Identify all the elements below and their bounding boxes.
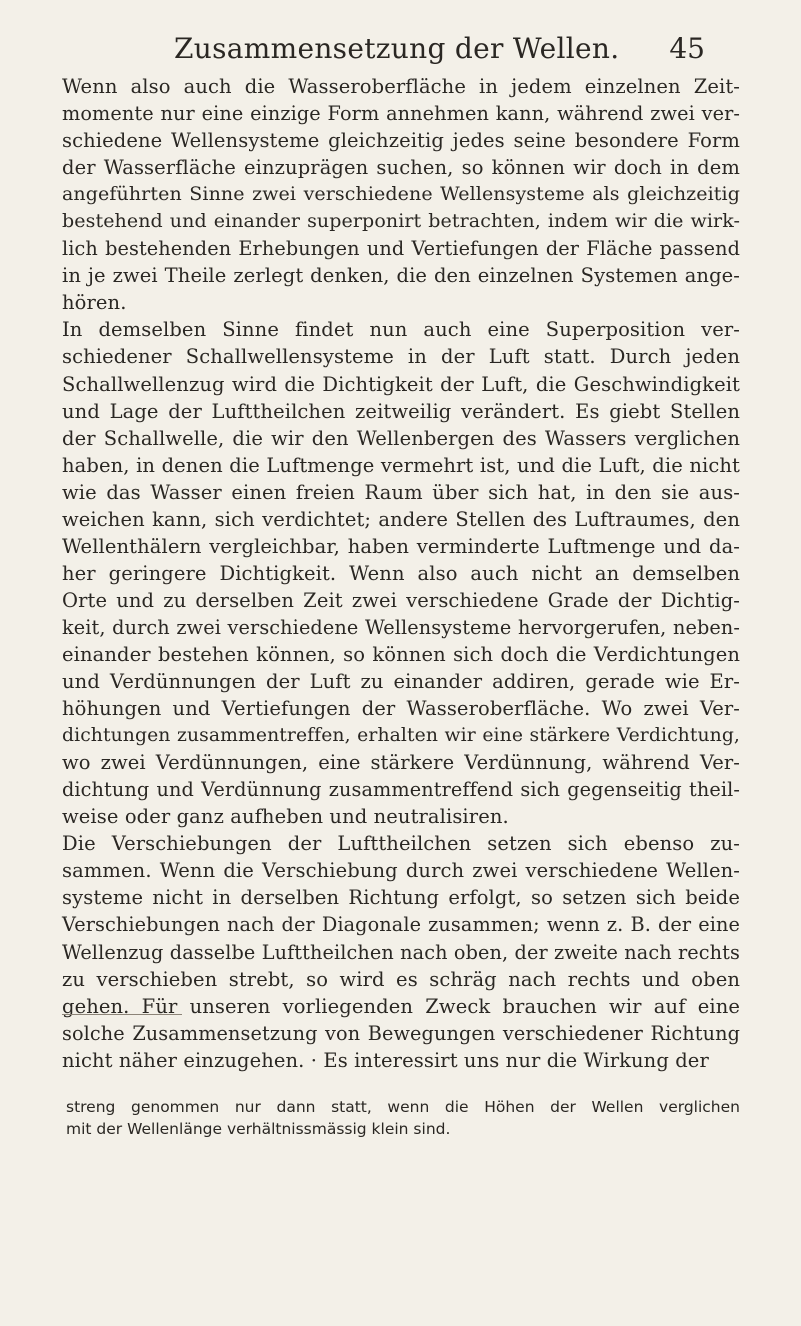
text-line: weichen kann, sich verdichtet; andere Stellen des Luftraumes, den: [62, 507, 740, 531]
running-header: [0, 28, 801, 72]
footnote-divider: [62, 1014, 182, 1015]
text-line: Die Verschiebungen der Lufttheilchen setzen sich ebenso zu-: [62, 832, 740, 856]
text-line: und Lage der Lufttheilchen zeitweilig verändert. Es giebt Stellen: [62, 399, 740, 423]
text-line: dichtungen zusammentreffen, erhalten wir eine stärkere Verdichtung,: [62, 725, 740, 747]
text-line: wo zwei Verdünnungen, eine stärkere Verdünnung, während Ver-: [62, 751, 740, 775]
text-line: weise oder ganz aufheben und neutralisiren.: [62, 805, 509, 829]
text-line: Wellenthälern vergleichbar, haben verminderte Luftmenge und da-: [62, 534, 740, 558]
text-line: einander bestehen können, so können sich doch die Verdichtungen: [62, 642, 740, 666]
text-line: systeme nicht in derselben Richtung erfolgt, so setzen sich beide: [62, 886, 740, 910]
text-line: und Verdünnungen der Luft zu einander addiren, gerade wie Er-: [62, 670, 740, 694]
text-line: schiedene Wellensysteme gleichzeitig jedes seine besondere Form: [62, 129, 740, 153]
text-line: momente nur eine einzige Form annehmen kann, während zwei ver-: [62, 102, 740, 126]
text-line: Wellenzug dasselbe Lufttheilchen nach oben, der zweite nach rechts: [62, 940, 740, 964]
text-line: lich bestehenden Erhebungen und Vertiefungen der Fläche passend: [62, 237, 740, 261]
text-line: hören.: [62, 291, 127, 315]
text-line: dichtung und Verdünnung zusammentreffend sich gegenseitig theil-: [62, 778, 740, 802]
text-line: gehen. Für unseren vorliegenden Zweck brauchen wir auf eine: [62, 994, 740, 1018]
text-line: keit, durch zwei verschiedene Wellensysteme hervorgerufen, neben-: [62, 615, 740, 639]
text-line: Schallwellenzug wird die Dichtigkeit der Luft, die Geschwindigkeit: [62, 372, 740, 396]
body-text: [62, 73, 740, 1074]
text-line: Verschiebungen nach der Diagonale zusammen; wenn z. B. der eine: [62, 913, 740, 937]
page-title: Zusammensetzung der Wellen.: [174, 32, 620, 65]
text-line: solche Zusammensetzung von Bewegungen verschiedener Richtung: [62, 1021, 740, 1045]
text-line: sammen. Wenn die Verschiebung durch zwei verschiedene Wellen-: [62, 859, 740, 883]
text-line: schiedener Schallwellensysteme in der Luft statt. Durch jeden: [62, 345, 740, 369]
text-line: haben, in denen die Luftmenge vermehrt ist, und die Luft, die nicht: [62, 453, 740, 477]
text-line: zu verschieben strebt, so wird es schräg nach rechts und oben: [62, 967, 740, 991]
text-line: bestehend und einander superponirt betrachten, indem wir die wirk-: [62, 210, 740, 233]
text-line: wie das Wasser einen freien Raum über sich hat, in den sie aus-: [62, 480, 740, 504]
text-line: der Wasserfläche einzuprägen suchen, so können wir doch in dem: [62, 156, 740, 180]
page-number: 45: [669, 32, 705, 65]
text-line: in je zwei Theile zerlegt denken, die den einzelnen Systemen ange-: [62, 264, 740, 288]
text-line: In demselben Sinne findet nun auch eine Superposition ver-: [62, 318, 740, 342]
text-line: höhungen und Vertiefungen der Wasseroberfläche. Wo zwei Ver-: [62, 697, 740, 721]
text-line: Wenn also auch die Wasseroberfläche in jedem einzelnen Zeit-: [62, 75, 740, 98]
text-line: Orte und zu derselben Zeit zwei verschiedene Grade der Dichtig-: [62, 588, 740, 612]
footnote: [66, 1096, 740, 1140]
footnote-line: mit der Wellenlänge verhältnissmässig klein sind.: [66, 1120, 451, 1138]
text-line: angeführten Sinne zwei verschiedene Wellensysteme als gleichzeitig: [62, 183, 740, 206]
text-line: her geringere Dichtigkeit. Wenn also auch nicht an demselben: [62, 561, 740, 585]
text-line: nicht näher einzugehen. · Es interessirt uns nur die Wirkung der: [62, 1048, 709, 1072]
footnote-line: streng genommen nur dann statt, wenn die Höhen der Wellen verglichen: [66, 1098, 740, 1116]
text-line: der Schallwelle, die wir den Wellenbergen des Wassers verglichen: [62, 426, 740, 450]
